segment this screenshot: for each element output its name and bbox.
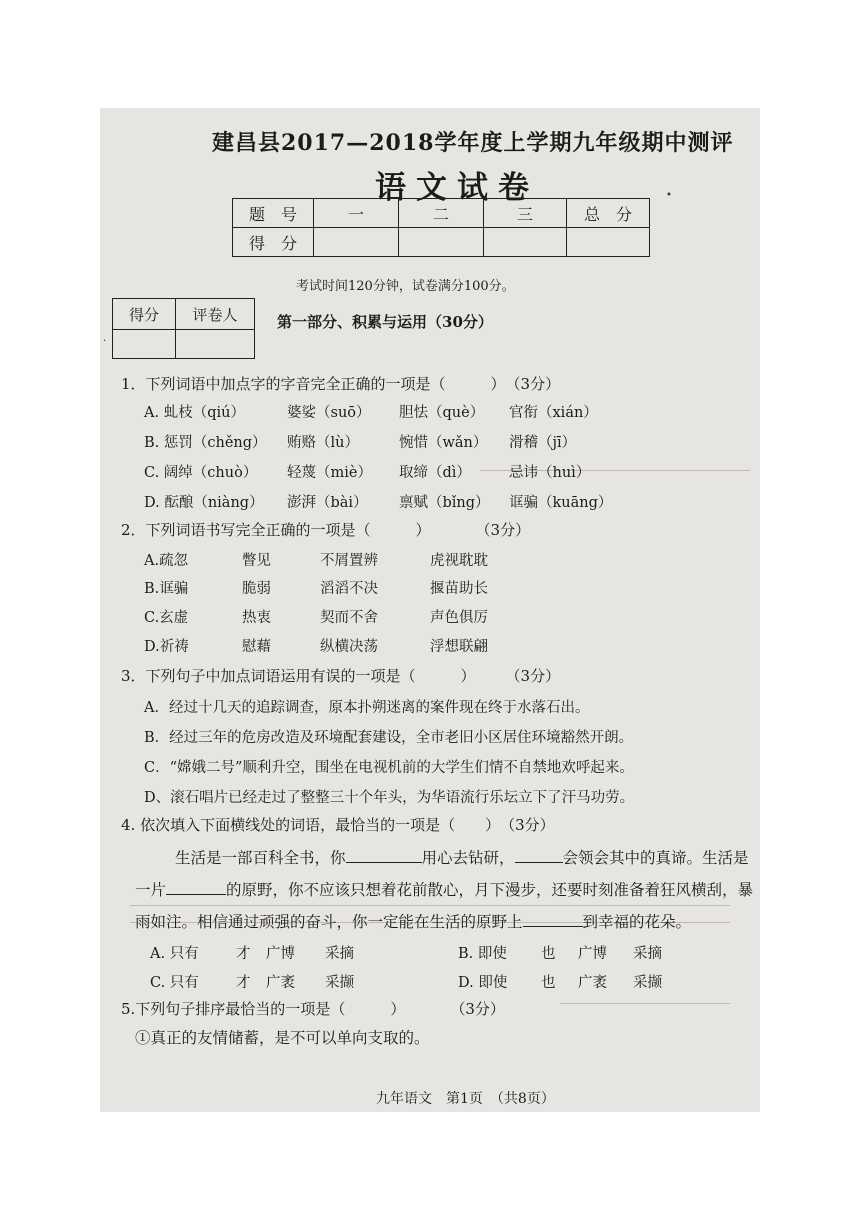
q2-option: 热衷 [242,610,271,626]
score-table-value-row [233,228,650,257]
grader-cell [113,330,176,359]
q2-option: 慰藉 [242,639,271,655]
q1-option: A. 虬枝（qiú） [144,405,245,421]
grader-cell: 评卷人 [176,299,255,330]
fill-blank [515,848,563,863]
fill-blank [523,912,583,927]
q4-text: 用心去钻研， [421,849,515,867]
exam-title: 建昌县2017—2018学年度上学期九年级期中测评 [212,130,734,156]
q4-option: 广袤 [578,975,607,991]
q1-option: 滑稽（jī） [509,435,577,451]
q1-option: 官衔（xián） [509,405,598,421]
q4-text: 一片 [135,881,167,899]
bleed-line [130,905,730,906]
q4-option: 广博 [578,946,607,962]
q3-option: C．“嫦娥二号”顺利升空，围坐在电视机前的大学生们情不自禁地欢呼起来。 [144,760,634,776]
q4-option: D. 即使 [458,975,508,991]
score-cell [484,228,567,257]
section-heading: 第一部分、积累与运用（30分） [277,313,493,331]
q2-option: A.疏忽 [144,553,189,569]
q2-option: 揠苗助长 [430,581,488,597]
question-5-stem: 5.下列句子排序最恰当的一项是（ ） （3分） [121,1000,505,1018]
q3-option: B．经过三年的危房改造及环境配套建设，全市老旧小区居住环境豁然开朗。 [144,730,634,746]
question-1-stem: 1．下列词语中加点字的字音完全正确的一项是（ ） （3分） [121,375,561,393]
question-4-stem: 4. 依次填入下面横线处的词语，最恰当的一项是（ ） （3分） [121,816,555,834]
q4-option: A. 只有 [150,946,199,962]
q1-option: D. 酝酿（niàng） [144,495,264,511]
q1-option: B. 惩罚（chěng） [144,435,267,451]
q4-option: C. 只有 [150,975,199,991]
margin-dot: • [666,190,672,201]
score-table [232,198,650,257]
q1-option: 惋惜（wǎn） [399,435,488,451]
q2-option: 契而不舍 [320,610,378,626]
q4-option: 采撷 [325,975,354,991]
q4-option: 也 [541,946,556,962]
score-cell: 三 [484,199,567,228]
grader-table [112,298,255,359]
fill-blank [346,848,422,863]
score-cell [567,228,650,257]
q2-option: 滔滔不决 [320,581,378,597]
q4-text: 雨如注。相信通过顽强的奋斗，你一定能在生活的原野上 [135,913,523,931]
bleed-line [560,1003,730,1004]
q4-text: 会领会其中的真谛。生活是 [562,849,749,867]
q2-option: 瞥见 [242,553,271,569]
q4-option: 采撷 [633,975,662,991]
q2-option: C.玄虚 [144,610,189,626]
q4-option: 也 [541,975,556,991]
exam-info: 考试时间120分钟，试卷满分100分。 [296,279,515,294]
q1-option: 轻蔑（miè） [287,465,372,481]
grader-cell: 得分 [113,299,176,330]
q4-text: 的原野，你不应该只想着花前散心，月下漫步，还要时刻准备着狂风横刮，暴 [226,881,754,899]
q1-option: 婆娑（suō） [287,405,371,421]
score-cell [314,228,399,257]
q4-option: 才 [236,946,251,962]
q1-option: C. 阔绰（chuò） [144,465,258,481]
q4-option: 才 [236,975,251,991]
score-table-header-row [233,199,650,228]
q2-option: 虎视耽耽 [430,553,488,569]
exam-subtitle: 语文试卷 [375,170,539,206]
q4-option: 采摘 [325,946,354,962]
q2-option: 浮想联翩 [430,639,488,655]
q1-option: 胆怯（què） [399,405,485,421]
q2-option: 不屑置辨 [320,553,378,569]
score-cell: 一 [314,199,399,228]
q5-sentence: ①真正的友情储蓄，是不可以单向支取的。 [135,1029,430,1047]
grader-cell [176,330,255,359]
question-3-stem: 3．下列句子中加点词语运用有误的一项是（ ） （3分） [121,667,561,685]
score-cell: 得 分 [233,228,314,257]
q1-option: 忌讳（huì） [509,465,591,481]
q2-option: D.祈祷 [144,639,189,655]
q1-option: 诓骗（kuāng） [509,495,613,511]
q4-option: 采摘 [633,946,662,962]
q1-option: 禀赋（bǐng） [399,495,490,511]
score-cell [399,228,484,257]
q4-passage-line [135,878,753,900]
q4-option: B. 即使 [458,946,507,962]
q2-option: 脆弱 [242,581,271,597]
score-cell: 二 [399,199,484,228]
fill-blank [166,880,226,895]
q1-option: 贿赂（lù） [287,435,359,451]
q4-text: 生活是一部百科全书，你 [175,849,346,867]
q4-passage-line [135,910,691,932]
q2-option: 声色俱厉 [430,610,488,626]
q4-option: 广袤 [266,975,295,991]
q2-option: 纵横决荡 [320,639,378,655]
q4-option: 广博 [266,946,295,962]
q3-option: D、滚石唱片已经走过了整整三十个年头，为华语流行乐坛立下了汗马功劳。 [144,790,635,806]
page-footer: 九年语文 第1页 （共8页） [376,1091,555,1107]
q1-option: 取缔（dì） [399,465,471,481]
score-cell: 题 号 [233,199,314,228]
question-2-stem: 2．下列词语书写完全正确的一项是（ ） （3分） [121,521,531,539]
q3-option: A．经过十几天的追踪调查，原本扑朔迷离的案件现在终于水落石出。 [144,700,590,716]
score-cell: 总 分 [567,199,650,228]
q2-option: B.诓骗 [144,581,189,597]
margin-dot: · [103,336,107,347]
q4-text: 到幸福的花朵。 [582,913,692,931]
q4-passage-line [175,846,749,868]
q1-option: 澎湃（bài） [287,495,368,511]
